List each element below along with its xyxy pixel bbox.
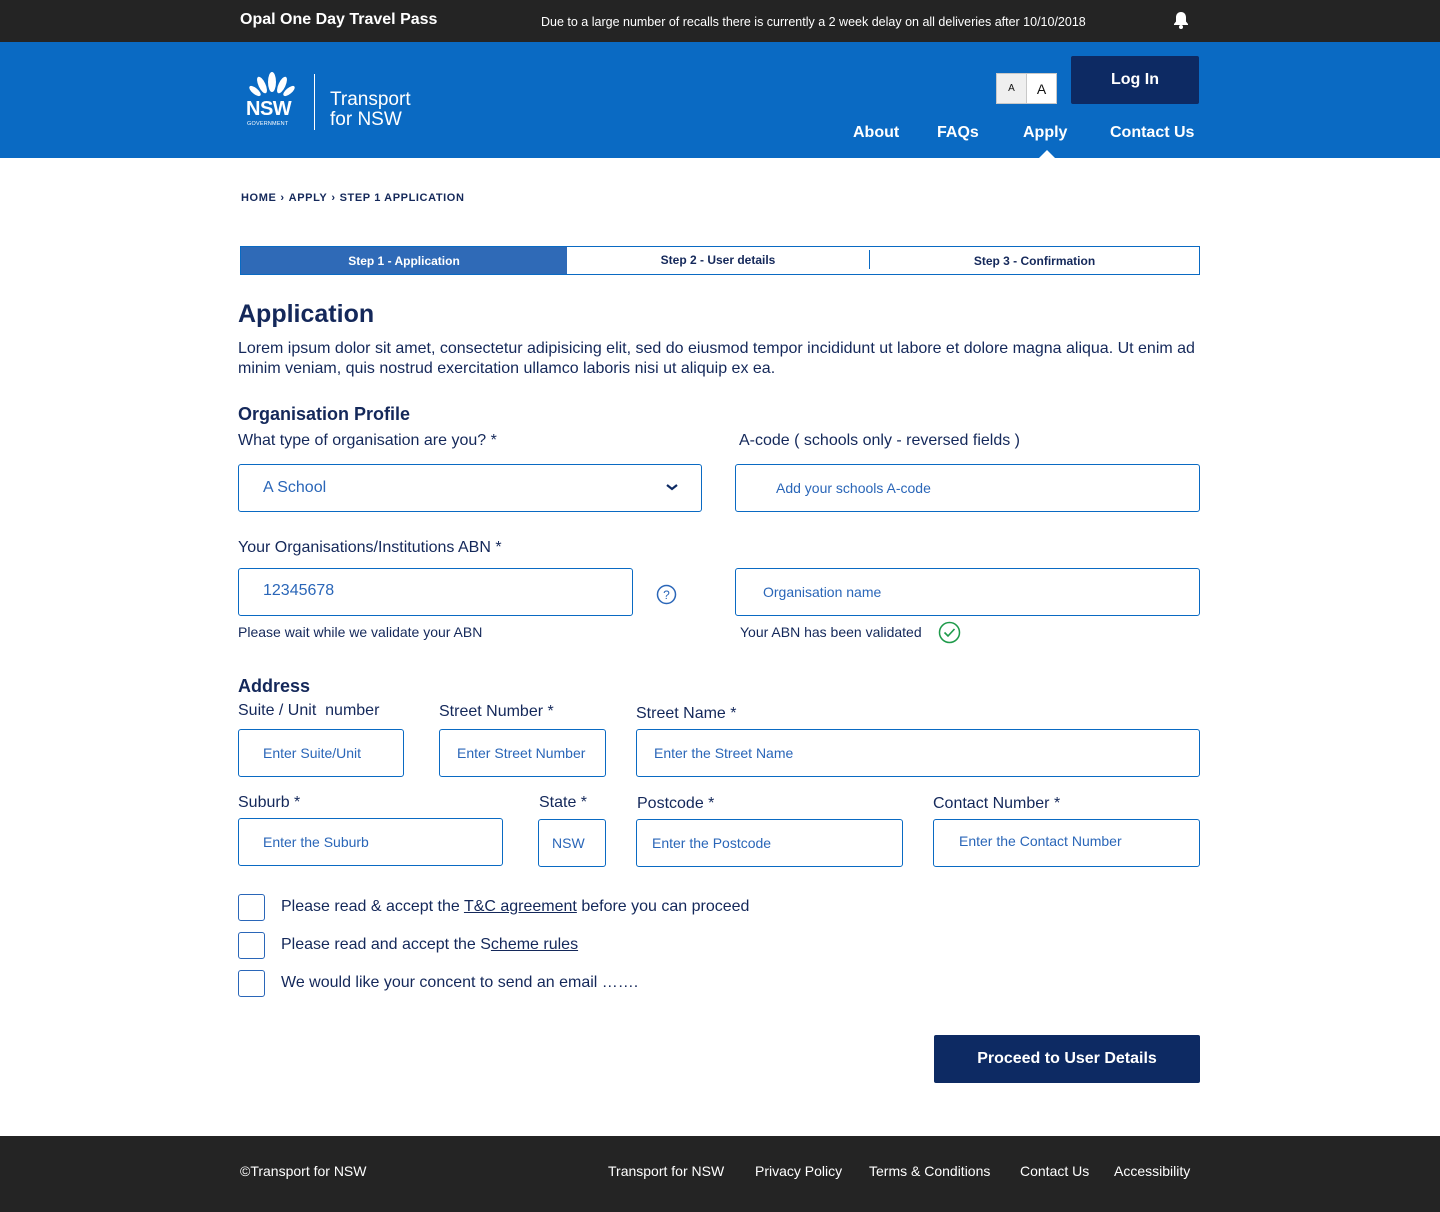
nav-apply[interactable]: Apply: [1023, 124, 1068, 141]
street-name-placeholder: Enter the Street Name: [654, 745, 794, 761]
suburb-input[interactable]: [238, 818, 503, 866]
state-input[interactable]: [538, 819, 606, 867]
nsw-government-logo[interactable]: [244, 70, 300, 130]
email-consent-label: We would like your concent to send an email …….: [281, 974, 639, 991]
footer-link-accessibility[interactable]: Accessibility: [1114, 1163, 1191, 1179]
breadcrumb-apply[interactable]: APPLY: [288, 192, 328, 204]
postcode-input[interactable]: [636, 819, 903, 867]
nav-faqs[interactable]: FAQs: [937, 124, 979, 141]
organisation-name-placeholder: Organisation name: [763, 584, 882, 600]
suite-input[interactable]: [238, 729, 404, 777]
tc-text-pre: Please read & accept the: [281, 898, 464, 915]
footer-link-privacy[interactable]: Privacy Policy: [755, 1163, 843, 1179]
postcode-label: Postcode *: [637, 795, 715, 812]
page-description: Lorem ipsum dolor sit amet, consectetur adipisicing elit, sed do eiusmod tempor incididunt ut labore et dolore magna aliqua. Ut enim ad minim veniam, quis nostrud exercitation ullamco laboris nisi ut aliquip ex ea.: [238, 340, 1195, 377]
footer-link-contact[interactable]: Contact Us: [1020, 1163, 1090, 1179]
suite-placeholder: Enter Suite/Unit: [263, 745, 362, 761]
acode-input[interactable]: [735, 464, 1200, 512]
acode-placeholder: Add your schools A-code: [776, 480, 931, 496]
scheme-rules-link[interactable]: cheme rules: [490, 936, 579, 953]
logo-nsw-text: NSW: [246, 98, 292, 120]
chevron-right-icon: ›: [331, 192, 336, 204]
abn-validated-message: Your ABN has been validated: [740, 624, 922, 640]
page-title: Application: [238, 300, 375, 328]
logo-line-2: for NSW: [330, 109, 402, 130]
check-circle-icon: [938, 621, 961, 644]
proceed-button[interactable]: Proceed to User Details: [934, 1035, 1200, 1083]
contact-number-placeholder: Enter the Contact Number: [959, 833, 1122, 849]
footer-link-transport[interactable]: Transport for NSW: [608, 1163, 725, 1179]
street-number-label: Street Number *: [439, 703, 554, 720]
scheme-text-pre: Please read and accept the S: [281, 936, 491, 953]
svg-text:?: ?: [663, 588, 670, 602]
suite-label: Suite / Unit number: [238, 702, 380, 719]
step-1-application[interactable]: Step 1 - Application: [241, 247, 567, 274]
font-size-toggle: [996, 73, 1057, 104]
chevron-right-icon: ›: [280, 192, 285, 204]
delivery-notice: Due to a large number of recalls there is currently a 2 week delay on all deliveries after 10/10/2018: [541, 15, 1086, 29]
nav-contact-us[interactable]: Contact Us: [1110, 124, 1195, 141]
abn-wait-hint: Please wait while we validate your ABN: [238, 624, 483, 640]
contact-number-label: Contact Number *: [933, 795, 1061, 812]
login-button[interactable]: Log In: [1071, 56, 1199, 104]
breadcrumb: [241, 192, 465, 204]
help-icon[interactable]: [656, 584, 677, 605]
tc-text-post: before you can proceed: [576, 898, 750, 915]
street-name-input[interactable]: [636, 729, 1200, 777]
tc-agreement-link[interactable]: T&C agreement: [463, 898, 577, 915]
scheme-rules-label: [281, 936, 578, 954]
state-value: NSW: [552, 835, 585, 851]
font-size-small-button[interactable]: A: [997, 74, 1027, 103]
app-title: Opal One Day Travel Pass: [240, 11, 438, 28]
footer-copyright: ©Transport for NSW: [240, 1163, 367, 1179]
org-type-label: What type of organisation are you? *: [238, 432, 497, 449]
org-type-select[interactable]: [238, 464, 702, 512]
scheme-rules-checkbox[interactable]: [238, 932, 265, 959]
step-progress: [240, 246, 1200, 275]
org-type-value: A School: [263, 479, 327, 496]
organisation-profile-heading: Organisation Profile: [238, 404, 411, 424]
tc-label: [281, 898, 749, 916]
suburb-label: Suburb *: [238, 794, 301, 811]
abn-value: 12345678: [263, 582, 335, 599]
state-label: State *: [539, 794, 588, 811]
step-3-confirmation[interactable]: Step 3 - Confirmation: [973, 253, 1096, 268]
street-number-input[interactable]: [439, 729, 606, 777]
nav-about[interactable]: About: [853, 124, 900, 141]
contact-number-input[interactable]: [933, 819, 1200, 867]
tc-checkbox[interactable]: [238, 894, 265, 921]
email-consent-checkbox[interactable]: [238, 970, 265, 997]
step-2-user-details[interactable]: Step 2 - User details: [567, 250, 870, 269]
breadcrumb-current: STEP 1 APPLICATION: [339, 192, 465, 204]
street-number-placeholder: Enter Street Number: [457, 745, 586, 761]
active-nav-indicator: [1039, 150, 1055, 158]
acode-label: A-code ( schools only - reversed fields ): [739, 432, 1020, 449]
chevron-down-icon: [665, 480, 679, 499]
font-size-large-button[interactable]: A: [1036, 80, 1047, 97]
logo-line-1: Transport: [330, 89, 411, 110]
footer-link-terms[interactable]: Terms & Conditions: [869, 1163, 991, 1179]
abn-label: Your Organisations/Institutions ABN *: [238, 539, 502, 556]
logo-gov-text: GOVERNMENT: [247, 121, 289, 127]
breadcrumb-home[interactable]: HOME: [241, 192, 277, 204]
organisation-name-input[interactable]: [735, 568, 1200, 616]
site-header: [0, 42, 1440, 158]
suburb-placeholder: Enter the Suburb: [263, 834, 369, 850]
transport-logo-text[interactable]: [330, 90, 411, 130]
postcode-placeholder: Enter the Postcode: [652, 835, 772, 851]
address-heading: Address: [238, 676, 311, 696]
logo-divider: [314, 74, 315, 130]
bell-icon[interactable]: [1171, 10, 1191, 30]
abn-input[interactable]: [238, 568, 633, 616]
street-name-label: Street Name *: [636, 705, 737, 722]
